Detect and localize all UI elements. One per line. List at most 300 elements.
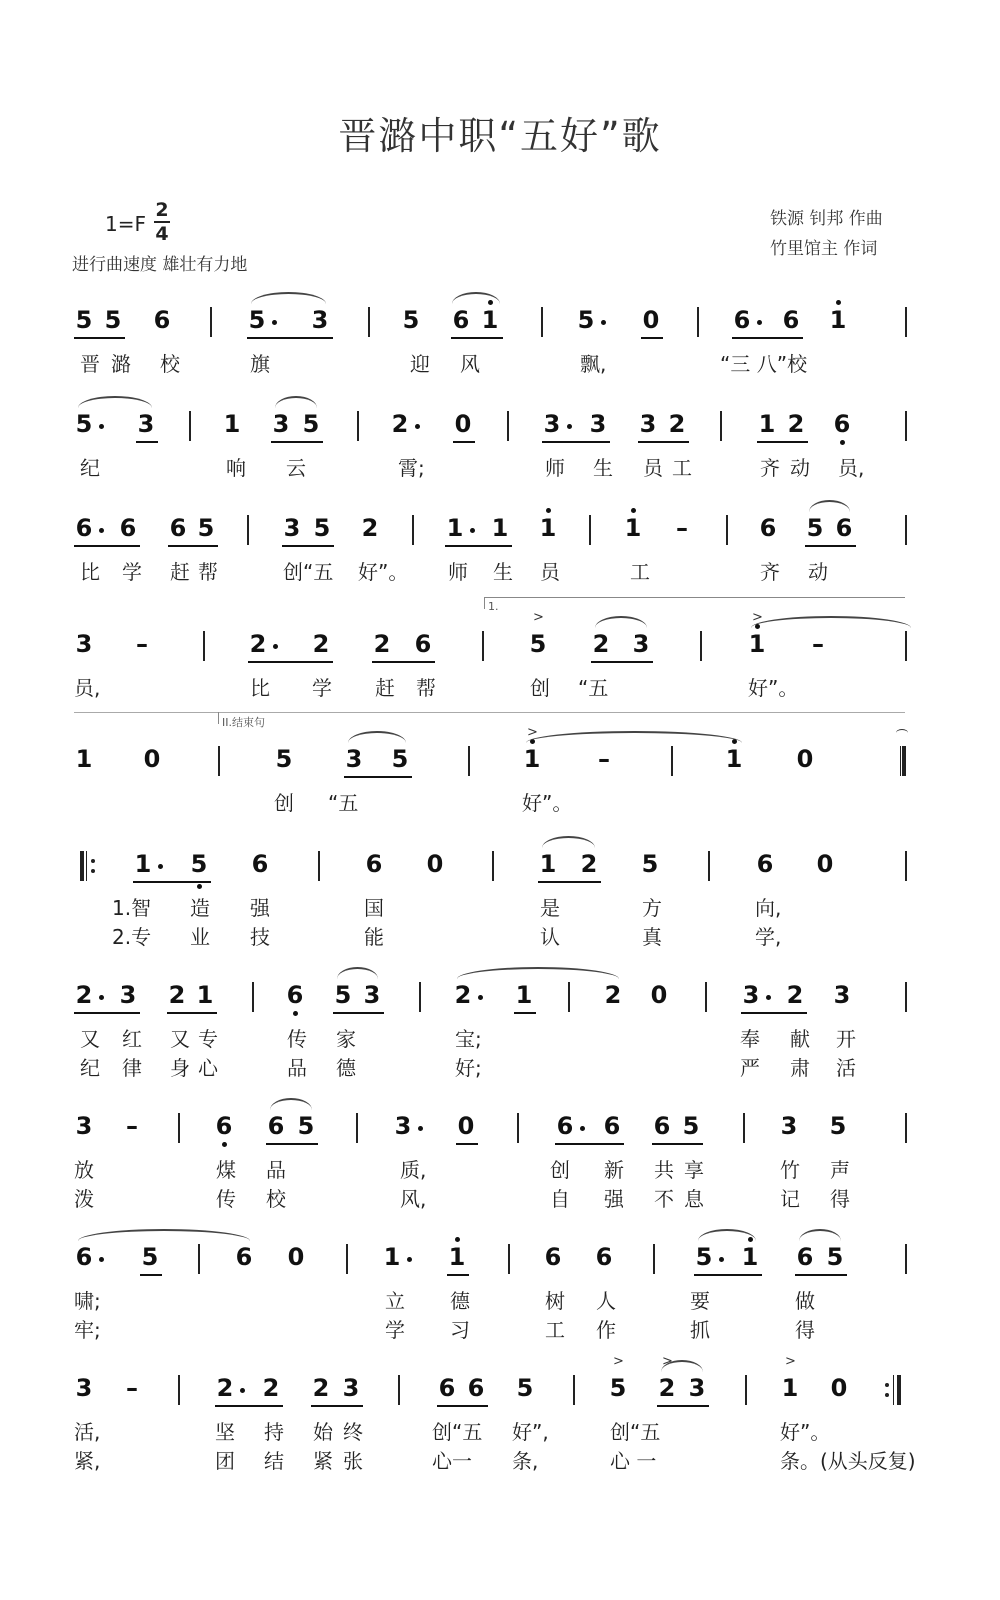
lyric-word: 自 xyxy=(550,1187,570,1211)
time-signature xyxy=(154,200,170,244)
note: 2 xyxy=(604,981,622,1009)
beam-underline xyxy=(344,776,412,778)
lyric-word: 国 xyxy=(364,896,384,920)
lyric-word: 奉 xyxy=(740,1027,760,1051)
lyric-word: 工 xyxy=(630,560,650,584)
note: 3 xyxy=(363,981,381,1009)
augmentation-dot xyxy=(99,995,104,1000)
barline xyxy=(541,307,543,337)
beam-underline xyxy=(74,1012,140,1014)
note: 3 xyxy=(283,514,301,542)
lyric-word: 员 xyxy=(643,456,663,480)
lyric-word: 习 xyxy=(450,1318,470,1342)
barline xyxy=(708,851,710,881)
barline xyxy=(589,515,591,545)
augmentation-dot xyxy=(601,320,606,325)
slur xyxy=(270,1098,312,1110)
final-double-barline xyxy=(900,746,906,776)
lyric-word: 技 xyxy=(250,925,270,949)
beam-underline xyxy=(74,545,140,547)
lyric-word: 心 一 xyxy=(610,1449,657,1473)
beam-underline xyxy=(451,337,503,339)
note: 6 xyxy=(595,1243,613,1271)
note: 2 xyxy=(391,410,409,438)
note: 2 xyxy=(580,850,598,878)
lyric-word: 献 xyxy=(790,1027,810,1051)
volta-bracket-line xyxy=(74,712,905,713)
note: 3 xyxy=(543,410,561,438)
note: 3 xyxy=(742,981,760,1009)
barline xyxy=(573,1375,575,1405)
beam-underline xyxy=(437,1405,488,1407)
note: 6 xyxy=(414,630,432,658)
note: 6 xyxy=(169,514,187,542)
note: 1 xyxy=(523,745,541,773)
note: 5 xyxy=(297,1112,315,1140)
slur xyxy=(542,836,595,848)
barline xyxy=(419,982,421,1012)
barline xyxy=(905,851,907,881)
lyric-word: 牢; xyxy=(74,1318,101,1342)
barline xyxy=(198,1244,200,1274)
lyric-word: 好”。 xyxy=(780,1420,831,1444)
note: – xyxy=(598,745,610,773)
beam-underline xyxy=(333,1012,384,1014)
beam-underline xyxy=(447,1274,469,1276)
lyric-word: 向, xyxy=(755,896,782,920)
lyric-word: 得 xyxy=(830,1187,850,1211)
fermata-mark xyxy=(896,729,908,737)
barline xyxy=(745,1375,747,1405)
beam-underline xyxy=(795,1274,847,1276)
volta-label-1: 1. xyxy=(488,600,499,613)
lyric-word: 严 xyxy=(740,1056,760,1080)
note: 6 xyxy=(452,306,470,334)
lyric-word: 宝; xyxy=(455,1027,482,1051)
augmentation-dot xyxy=(415,424,420,429)
barline xyxy=(507,411,509,441)
barline xyxy=(671,746,673,776)
lyric-word: 风 xyxy=(460,352,480,376)
high-octave-dot xyxy=(455,1237,460,1242)
barline xyxy=(743,1113,745,1143)
note: 3 xyxy=(272,410,290,438)
note: 1 xyxy=(741,1243,759,1271)
slur xyxy=(595,616,647,628)
note: 0 xyxy=(287,1243,305,1271)
lyric-word: 煤 xyxy=(216,1158,236,1182)
lyric-word: 2.专 xyxy=(112,925,152,949)
lyric-word: 又 xyxy=(80,1027,100,1051)
lyric-word: 身 xyxy=(170,1056,190,1080)
lyric-word: 条。(从头反复) xyxy=(780,1449,916,1473)
accent-mark: > xyxy=(785,1354,796,1369)
lyric-word: 工 xyxy=(672,456,692,480)
lyric-word: 好”, xyxy=(512,1420,549,1444)
barline xyxy=(252,982,254,1012)
lyric-word: 比 xyxy=(80,560,100,584)
lyric-word: 响 xyxy=(226,456,246,480)
barline xyxy=(905,307,907,337)
note: 0 xyxy=(426,850,444,878)
lyric-word: “三 八”校 xyxy=(720,352,808,376)
slur xyxy=(452,292,500,304)
lyric-word: 人 xyxy=(596,1289,616,1313)
note: 2 xyxy=(262,1374,280,1402)
note: 6 xyxy=(653,1112,671,1140)
lyric-word: 校 xyxy=(160,352,180,376)
note: 3 xyxy=(632,630,650,658)
note: 6 xyxy=(603,1112,621,1140)
note: 2 xyxy=(373,630,391,658)
beam-underline xyxy=(271,441,323,443)
lyric-word: 声 xyxy=(830,1158,850,1182)
note: 6 xyxy=(215,1112,233,1140)
slur xyxy=(337,967,378,979)
lyric-word: 工 xyxy=(545,1318,565,1342)
lyric-word: 团 xyxy=(215,1449,235,1473)
note: 6 xyxy=(467,1374,485,1402)
barline xyxy=(178,1113,180,1143)
repeat-end-barline xyxy=(893,1375,903,1405)
note: 1 xyxy=(829,306,847,334)
lyric-word: 放 xyxy=(74,1158,94,1182)
note: 5 xyxy=(302,410,320,438)
lyric-word: 做 xyxy=(795,1289,815,1313)
lyric-word: 学 xyxy=(312,676,332,700)
lyric-word: 传 xyxy=(216,1187,236,1211)
lyric-word: 传 xyxy=(287,1027,307,1051)
lyric-word: 生 xyxy=(593,456,613,480)
slur xyxy=(457,967,619,979)
barline xyxy=(905,515,907,545)
lyric-word: 强 xyxy=(250,896,270,920)
note: 5 xyxy=(313,514,331,542)
lyric-word: 德 xyxy=(450,1289,470,1313)
lyric-word: 造 xyxy=(190,896,210,920)
lyric-word: 强 xyxy=(604,1187,624,1211)
lyric-word: 紧, xyxy=(74,1449,101,1473)
note: 3 xyxy=(833,981,851,1009)
note: 5 xyxy=(516,1374,534,1402)
barline xyxy=(697,307,699,337)
slur xyxy=(799,1229,841,1241)
note: 2 xyxy=(592,630,610,658)
lyric-word: 创“五 xyxy=(283,560,334,584)
time-signature-bottom: 4 xyxy=(155,223,169,245)
note: 2 xyxy=(361,514,379,542)
barline xyxy=(346,1244,348,1274)
beam-underline xyxy=(757,441,808,443)
lyric-word: 活, xyxy=(74,1420,101,1444)
lyric-word: 得 xyxy=(795,1318,815,1342)
lyric-word: 风, xyxy=(400,1187,427,1211)
beam-underline xyxy=(311,1405,363,1407)
note: 5 xyxy=(826,1243,844,1271)
lyric-word: 能 xyxy=(364,925,384,949)
augmentation-dot xyxy=(99,528,104,533)
augmentation-dot xyxy=(407,1257,412,1262)
barline xyxy=(905,1113,907,1143)
barline xyxy=(700,631,702,661)
barline xyxy=(218,746,220,776)
note: 5 xyxy=(609,1374,627,1402)
lyric-word: 坚 xyxy=(215,1420,235,1444)
barline xyxy=(398,1375,400,1405)
lyric-word: 质, xyxy=(400,1158,427,1182)
barline xyxy=(726,515,728,545)
low-octave-dot xyxy=(222,1142,227,1147)
note: 1 xyxy=(539,850,557,878)
augmentation-dot xyxy=(766,995,771,1000)
beam-underline xyxy=(641,337,663,339)
tempo-marking: 进行曲速度 雄壮有力地 xyxy=(72,255,248,275)
beam-underline xyxy=(133,881,211,883)
slur xyxy=(751,616,911,628)
lyric-word: 活 xyxy=(836,1056,856,1080)
lyric-word: 又 xyxy=(170,1027,190,1051)
note: 1 xyxy=(491,514,509,542)
note: 0 xyxy=(454,410,472,438)
lyric-word: 立 xyxy=(385,1289,405,1313)
beam-underline xyxy=(732,337,803,339)
beam-underline xyxy=(266,1143,318,1145)
beam-underline xyxy=(542,441,610,443)
beam-underline xyxy=(372,661,435,663)
note: 2 xyxy=(75,981,93,1009)
lyric-word: 张 xyxy=(343,1449,363,1473)
augmentation-dot xyxy=(567,424,572,429)
note: 2 xyxy=(454,981,472,1009)
note: 1 xyxy=(448,1243,466,1271)
lyric-word: 条, xyxy=(512,1449,539,1473)
barline xyxy=(318,851,320,881)
barline xyxy=(905,411,907,441)
low-octave-dot xyxy=(840,440,845,445)
note: 2 xyxy=(249,630,267,658)
beam-underline xyxy=(741,1012,807,1014)
lyric-word: 开 xyxy=(836,1027,856,1051)
note: 3 xyxy=(311,306,329,334)
augmentation-dot xyxy=(99,1257,104,1262)
note: 5 xyxy=(391,745,409,773)
note: 1 xyxy=(481,306,499,334)
augmentation-dot xyxy=(580,1126,585,1131)
beam-underline xyxy=(453,441,475,443)
beam-underline xyxy=(74,337,125,339)
lyric-word: 学 xyxy=(122,560,142,584)
note: 6 xyxy=(759,514,777,542)
slur xyxy=(275,396,317,408)
note: 0 xyxy=(642,306,660,334)
note: 1 xyxy=(134,850,152,878)
note: 5 xyxy=(197,514,215,542)
note: – xyxy=(136,630,148,658)
note: 5 xyxy=(695,1243,713,1271)
note: 1 xyxy=(725,745,743,773)
lyric-word: 创 xyxy=(550,1158,570,1182)
beam-underline xyxy=(456,1143,478,1145)
note: 6 xyxy=(119,514,137,542)
note: 5 xyxy=(334,981,352,1009)
note: 1 xyxy=(223,410,241,438)
accent-mark: > xyxy=(752,610,763,625)
lyric-word: 品 xyxy=(266,1158,286,1182)
lyric-word: 泼 xyxy=(74,1187,94,1211)
lyric-word: 共 xyxy=(654,1158,674,1182)
lyric-word: 创 xyxy=(274,791,294,815)
lyric-word: 是 xyxy=(540,896,560,920)
note: 2 xyxy=(668,410,686,438)
lyric-word: 新 xyxy=(604,1158,624,1182)
lyric-word: 享 xyxy=(684,1158,704,1182)
lyric-word: 肃 xyxy=(790,1056,810,1080)
slur xyxy=(251,292,326,304)
beam-underline xyxy=(167,1012,217,1014)
lyric-word: 创 xyxy=(530,676,550,700)
time-signature-top: 2 xyxy=(155,199,169,221)
lyric-word: 纪 xyxy=(80,1056,100,1080)
beam-underline xyxy=(247,337,333,339)
lyric-word: 师 xyxy=(545,456,565,480)
augmentation-dot xyxy=(478,995,483,1000)
lyric-word: 师 xyxy=(448,560,468,584)
volta-label-2: II.结束句 xyxy=(222,716,265,729)
note: 6 xyxy=(756,850,774,878)
beam-underline xyxy=(555,1143,624,1145)
lyric-word: 作 xyxy=(596,1318,616,1342)
note: 3 xyxy=(780,1112,798,1140)
high-octave-dot xyxy=(546,508,551,513)
lyric-word: 持 xyxy=(264,1420,284,1444)
note: – xyxy=(676,514,688,542)
note: 5 xyxy=(141,1243,159,1271)
lyric-word: 品 xyxy=(287,1056,307,1080)
note: 5 xyxy=(577,306,595,334)
lyric-word: 好”。 xyxy=(358,560,409,584)
barline xyxy=(508,1244,510,1274)
high-octave-dot xyxy=(836,300,841,305)
lyric-word: 认 xyxy=(540,925,560,949)
beam-underline xyxy=(136,441,158,443)
lyric-word: 员 xyxy=(540,560,560,584)
note: 5 xyxy=(104,306,122,334)
note: 6 xyxy=(75,514,93,542)
augmentation-dot xyxy=(719,1257,724,1262)
barline xyxy=(568,982,570,1012)
note: 5 xyxy=(190,850,208,878)
note: 3 xyxy=(119,981,137,1009)
barline xyxy=(492,851,494,881)
high-octave-dot xyxy=(631,508,636,513)
lyric-word: 员, xyxy=(74,676,101,700)
lyric-word: 竹 xyxy=(780,1158,800,1182)
barline xyxy=(468,746,470,776)
barline xyxy=(357,411,359,441)
note: 1 xyxy=(515,981,533,1009)
lyric-word: 创“五 xyxy=(432,1420,483,1444)
note: 6 xyxy=(75,1243,93,1271)
lyric-word: 记 xyxy=(780,1187,800,1211)
lyric-word: 紧 xyxy=(313,1449,333,1473)
note: 3 xyxy=(75,1374,93,1402)
accent-mark: > xyxy=(527,725,538,740)
note: 1 xyxy=(383,1243,401,1271)
lyric-word: 律 xyxy=(122,1056,142,1080)
lyric-word: 霄; xyxy=(398,456,425,480)
augmentation-dot xyxy=(273,644,278,649)
note: 0 xyxy=(830,1374,848,1402)
note: 1 xyxy=(624,514,642,542)
beam-underline xyxy=(168,545,218,547)
note: 5 xyxy=(75,306,93,334)
barline xyxy=(705,982,707,1012)
note: 3 xyxy=(75,1112,93,1140)
lyricist-credit: 竹里馆主 作词 xyxy=(770,239,878,259)
lyric-word: “五 xyxy=(328,791,359,815)
note: 2 xyxy=(216,1374,234,1402)
beam-underline xyxy=(591,661,653,663)
lyric-word: 方 xyxy=(642,896,662,920)
note: 5 xyxy=(248,306,266,334)
lyric-word: 动 xyxy=(790,456,810,480)
note: 6 xyxy=(286,981,304,1009)
note: – xyxy=(126,1112,138,1140)
note: 0 xyxy=(143,745,161,773)
lyric-word: 比 xyxy=(250,676,270,700)
note: 3 xyxy=(639,410,657,438)
volta-bracket-1 xyxy=(484,597,905,598)
barline xyxy=(189,411,191,441)
lyric-word: 学 xyxy=(385,1318,405,1342)
lyric-word: 好”。 xyxy=(522,791,573,815)
note: 3 xyxy=(75,630,93,658)
note: 6 xyxy=(153,306,171,334)
composer-credit: 铁源 钊邦 作曲 xyxy=(770,209,883,229)
barline xyxy=(905,1244,907,1274)
note: – xyxy=(812,630,824,658)
lyric-word: 1.智 xyxy=(112,896,152,920)
lyric-word: 旗 xyxy=(250,352,270,376)
note: 5 xyxy=(529,630,547,658)
note: 6 xyxy=(835,514,853,542)
note: 6 xyxy=(782,306,800,334)
lyric-word: 潞 xyxy=(111,352,131,376)
lyric-word: 始 xyxy=(313,1420,333,1444)
beam-underline xyxy=(282,545,334,547)
low-octave-dot xyxy=(293,1011,298,1016)
note: 3 xyxy=(345,745,363,773)
beam-underline xyxy=(694,1274,762,1276)
augmentation-dot xyxy=(99,424,104,429)
note: 6 xyxy=(733,306,751,334)
song-title: 晋潞中职“五好”歌 xyxy=(338,114,662,158)
note: 3 xyxy=(342,1374,360,1402)
note: 1 xyxy=(196,981,214,1009)
lyric-word: 德 xyxy=(336,1056,356,1080)
note: 0 xyxy=(650,981,668,1009)
note: 3 xyxy=(688,1374,706,1402)
note: 0 xyxy=(457,1112,475,1140)
lyric-word: 啸; xyxy=(74,1289,101,1313)
slur xyxy=(78,396,152,408)
note: 0 xyxy=(796,745,814,773)
note: 1 xyxy=(539,514,557,542)
note: 5 xyxy=(682,1112,700,1140)
beam-underline xyxy=(805,545,856,547)
lyric-word: 业 xyxy=(190,925,210,949)
note: 5 xyxy=(75,410,93,438)
